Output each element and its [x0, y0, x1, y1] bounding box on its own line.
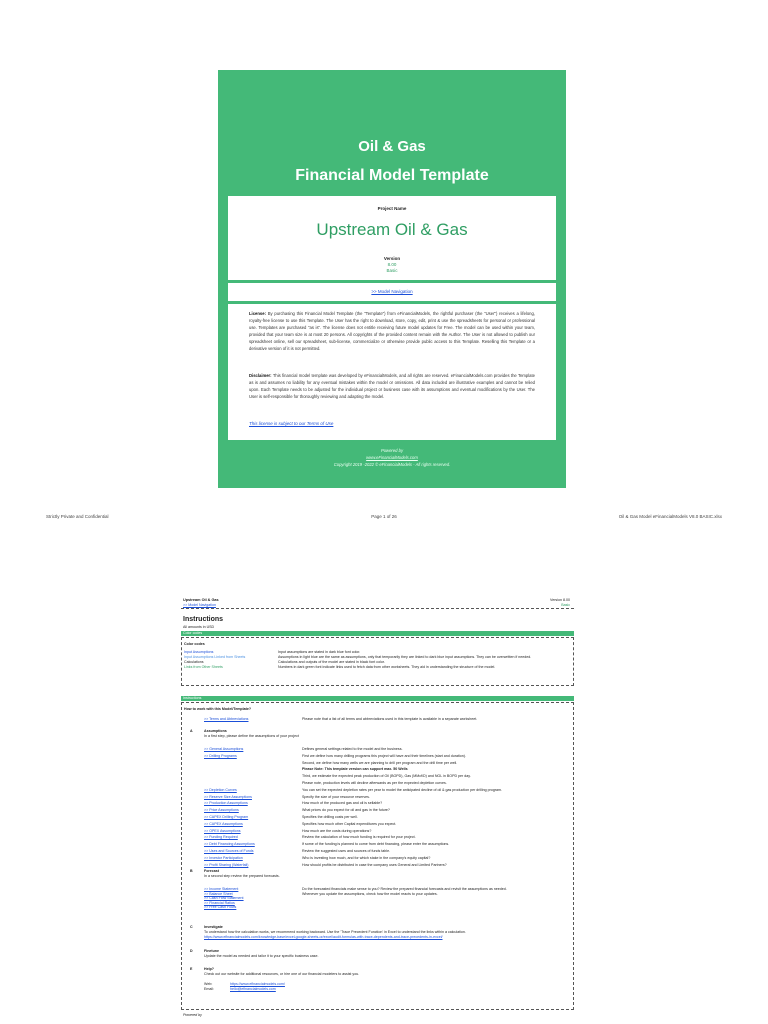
copyright-text: Copyright 2019 -2022 © eFinancialModels - All rights reserved.: [333, 462, 451, 467]
row-description: Third, we estimate the expected peak production of Oil (BOPD), Gas (MMcf/D) and NGL in BOPD per day.: [302, 774, 471, 779]
web-label: Web:: [204, 982, 213, 986]
row-description: Do the forecasted financials make sense to you? Review the prepared financial forecasts and revisit the assumptions as needed.: [302, 887, 507, 891]
currency-note: All amounts in USD: [183, 625, 215, 629]
row-link[interactable]: >> Investor Participation: [204, 855, 243, 860]
section-b-letter: B: [190, 869, 193, 873]
section-d-title: Finetune: [204, 949, 219, 953]
row-description: Review the suggested uses and sources of funds table.: [302, 849, 391, 853]
section-d-letter: D: [190, 949, 193, 953]
row-description: Second, we define how many wells we are planning to drill per program and the drill time per well.: [302, 760, 458, 765]
web-link[interactable]: https://www.efinancialmodels.com/: [230, 982, 285, 986]
license-heading: License:: [249, 311, 266, 316]
color-codes-box: [181, 637, 574, 686]
email-link[interactable]: hello@efinancialmodels.com: [230, 987, 276, 991]
cc-desc-links: Numbers in dark green font indicate links used to fetch data from other worksheets. They aid in understanding the structure of the model.: [278, 665, 496, 669]
license-paragraph: [249, 310, 535, 352]
cover-panel: [218, 70, 566, 488]
section-c-link[interactable]: https://www.efinancialmodels.com/knowledge-base/excel-google-sheets-or/excel/audit-formulas-with-trace-dependents-and-trace-precedents-in-excel/: [204, 935, 443, 939]
header-edition: Basic: [561, 603, 570, 607]
row-description: If some of the funding is planned to come from debt financing, please enter the assumptions.: [302, 842, 450, 847]
section-a-letter: A: [190, 729, 193, 733]
row-description: How much of the produced gas and oil is sellable?: [302, 801, 383, 806]
header-version: Version 8.00: [550, 598, 570, 602]
license-text: By purchasing this Financial Model Template (the "Template") from eFinancialModels, the rightful purchaser (the "User") receives a lifelong, royalty-free license to use this Template. The User has the right to download, store, copy, edit, print & use the spreadsheets for personal or professional use. Templates are purchased "as is". The license does not entitle receiving future model updates for Free. The model can be used within your team, provided that your team size is at most 20 persons. All copyrights of the provided content remain with the Author. The User is not allowed to publish our spreadsheet online, sell our spreadsheet, sub-license, commercialize or otherwise provide public access to this Template. Reselling this Template or a derivative version of it is not permitted.: [249, 311, 535, 351]
row-link[interactable]: >> Cash Flow Statement: [204, 896, 244, 901]
cc-desc-calc: Calculations and outputs of the model are stated in black font color.: [278, 660, 385, 664]
footer-confidential: Strictly Private and Confidential: [46, 514, 109, 519]
project-box: [228, 196, 556, 280]
project-name: Upstream Oil & Gas: [316, 220, 468, 239]
disclaimer-text: This financial model template was developed by eFinancialModels, and all rights are reserved. eFinancialModels.com provides the Template as is and assumes no liability for any eventual mistakes within the model or omissions. All data included are illustrative examples and cannot be relied upon. Each Template needs to be adjusted for the individual project or business case with its assumptions and eventual modifications by the User. The User is self-responsible for thoroughly reviewing and adapting the model.: [249, 373, 535, 399]
section-d-sub: Update the model as needed and tailor it to your specific business case.: [204, 954, 319, 958]
powered-site-link[interactable]: www.eFinancialModels.com: [366, 455, 418, 460]
terms-of-use-link[interactable]: This license is subject to our Terms of Use: [249, 421, 334, 426]
row-description: How much are the costs during operations?: [302, 828, 372, 833]
cc-label-links: Links from Other Sheets: [184, 665, 223, 669]
section-c-title: Investigate: [204, 925, 223, 929]
row-description: Please note, production levels will decline afterwards as per the expected depletion curves.: [302, 781, 447, 785]
version-value: 8.00: [387, 262, 397, 267]
color-codes-bar: Color codes: [181, 631, 574, 636]
header-divider: [181, 608, 574, 611]
row-link[interactable]: >> CAPEX Assumptions: [204, 821, 243, 826]
cc-label-linked: Input Assumptions Linked from Sheets: [184, 655, 246, 659]
section-a-sub: In a first step, please define the assumptions of your project: [204, 734, 299, 738]
cover-title-line2: Financial Model Template: [295, 167, 489, 184]
powered-by-bottom: Powered by: [183, 1013, 202, 1017]
project-label: Project Name: [377, 206, 407, 211]
row-link[interactable]: >> OPEX Assumptions: [204, 828, 241, 833]
row-description: How should profits be distributed in case the company uses General and Limited Partners?: [302, 862, 447, 867]
row-description: First we define how many drilling programs this project will have and their timelines (start and duration).: [302, 753, 466, 758]
section-a-title: Assumptions: [204, 729, 227, 733]
powered-by-label: Powered by: [380, 448, 404, 453]
row-description: Please Note: This template version can support max. 50 Wells: [302, 767, 408, 772]
cc-desc-linked: Assumptions in light blue are the same as assumptions, only that temporarily they are linked to dark blue input assumptions. They can be overwritten if needed.: [278, 655, 532, 659]
header-nav-link[interactable]: >> Model Navigation: [183, 603, 216, 607]
row-link[interactable]: >> Income Statement: [204, 887, 239, 891]
row-link[interactable]: >> Profit Sharing (Waterfall): [204, 862, 249, 867]
row-link[interactable]: >> Uses and Sources of Funds: [204, 849, 254, 853]
footer-page-number: Page 1 of 26: [371, 514, 397, 519]
row-link[interactable]: >> Reserve Size Assumptions: [204, 794, 252, 799]
row-description: Specify the size of your resource reserves.: [302, 794, 370, 799]
row-link[interactable]: >> Balance Sheet: [204, 891, 233, 896]
section-b-title: Forecast: [204, 869, 219, 873]
row-link[interactable]: >> Production Assumptions: [204, 801, 248, 806]
instructions-page: [181, 596, 574, 1024]
section-c-letter: C: [190, 925, 193, 929]
instructions-bar: Instructions: [181, 696, 574, 701]
row-link[interactable]: >> Debt Financing Assumptions: [204, 842, 255, 847]
footer-filename: Oil & Gas Model eFinancialModels V8.0 BASIC.xlsx: [618, 514, 722, 519]
row-description: Defines general settings related to the model and the business.: [302, 747, 403, 751]
row-link[interactable]: >> CAPEX Drilling Program: [204, 815, 249, 819]
row-link[interactable]: >> General Assumptions: [204, 747, 244, 751]
row-description: Who is investing how much, and for which stake in the company's equity capital?: [302, 855, 431, 860]
terms-link[interactable]: >> Terms and Abbreviations: [204, 717, 249, 721]
header-project-name: Upstream Oil & Gas: [183, 598, 219, 602]
section-b-sub: In a second step review the prepared forecasts.: [204, 874, 280, 878]
instructions-box: [181, 702, 574, 1010]
how-to-heading: How to work with this Model/Template?: [184, 707, 252, 711]
row-link[interactable]: >> Free Cash Flows: [204, 905, 237, 910]
disclaimer-heading: Disclaimer:: [249, 373, 272, 378]
cc-desc-input: Input assumptions are stated in dark blue font color.: [278, 650, 361, 654]
nav-box: [228, 283, 556, 301]
color-codes-heading: Color codes: [184, 642, 205, 646]
edition-label: Basic: [386, 268, 398, 273]
row-description: Whenever you update the assumptions, check how the model reacts to your updates.: [302, 891, 438, 896]
disclaimer-paragraph: [249, 372, 535, 400]
cover-title-line1: Oil & Gas: [358, 138, 426, 155]
version-label: Version: [383, 256, 401, 261]
email-label: Email:: [204, 987, 214, 991]
row-description: Specifies how much other Capital expenditures you expect.: [302, 821, 397, 826]
license-box: [228, 304, 556, 440]
section-c-sub: To understand how the calculation works, we recommend working backward. Use the 'Trace Precedent Function' in Excel to understand the links within a calculation.: [204, 930, 466, 934]
row-link[interactable]: >> Price Assumptions: [204, 808, 239, 813]
row-link[interactable]: >> Funding Required: [204, 835, 238, 840]
row-link[interactable]: >> Depletion Curves: [204, 787, 237, 792]
model-navigation-link[interactable]: >> Model Navigation: [371, 289, 413, 294]
row-description: Review the calculation of how much funding is required for your project.: [302, 835, 416, 840]
section-e-letter: E: [190, 967, 193, 971]
row-description: Specifies the drilling costs per well.: [302, 815, 358, 819]
row-link[interactable]: >> Financial Ratios: [204, 900, 235, 905]
row-link[interactable]: >> Drilling Programs: [204, 753, 237, 758]
cc-label-input: Input Assumptions: [184, 650, 214, 654]
instructions-title: Instructions: [183, 616, 224, 623]
terms-desc: Please note that a list of all terms and abbreviations used in this template is available in a separate worksheet.: [302, 717, 478, 721]
section-e-sub: Check out our website for additional resources, or hire one of our financial modelers to assist you.: [204, 972, 360, 976]
row-description: What prices do you expect for oil and gas in the future?: [302, 808, 390, 813]
cc-label-calc: Calculations: [184, 660, 204, 664]
row-description: You can set the expected depletion rates per year to model the anticipated decline of oil & gas production per drilling program.: [302, 787, 503, 792]
section-e-title: Help?: [204, 967, 214, 971]
